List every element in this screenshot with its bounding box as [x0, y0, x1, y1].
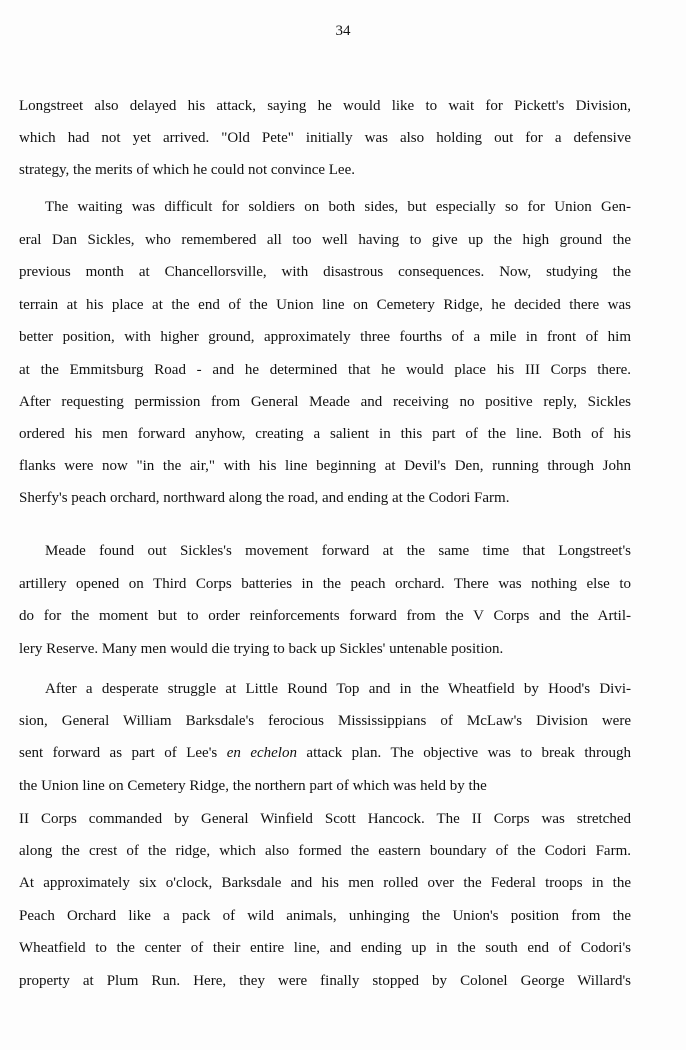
- text-line: sion, General William Barksdale's ferocious Mississippians of McLaw's Division were: [19, 713, 631, 729]
- paragraph-start-line: After a desperate struggle at Little Round Top and in the Wheatfield by Hood's Divi-: [45, 681, 631, 697]
- text-line: flanks were now "in the air," with his line beginning at Devil's Den, running through John: [19, 458, 631, 474]
- italic-phrase: en echelon: [226, 745, 297, 761]
- page-number: 34: [335, 23, 351, 39]
- text-line: eral Dan Sickles, who remembered all too well having to give up the high ground the: [19, 232, 631, 248]
- text-line: better position, with higher ground, approximately three fourths of a mile in front of him: [19, 329, 631, 345]
- paragraph-start-line: Meade found out Sickles's movement forward at the same time that Longstreet's: [45, 543, 631, 559]
- text-line: property at Plum Run. Here, they were finally stopped by Colonel George Willard's: [19, 973, 631, 989]
- text-line: Longstreet also delayed his attack, saying he would like to wait for Pickett's Division,: [19, 98, 631, 114]
- text-line: along the crest of the ridge, which also formed the eastern boundary of the Codori Farm.: [19, 843, 631, 859]
- text-line: II Corps commanded by General Winfield Scott Hancock. The II Corps was stretched: [19, 811, 631, 827]
- paragraph-start-line: The waiting was difficult for soldiers on both sides, but especially so for Union Gen-: [45, 199, 631, 215]
- text-line-with-italic: [19, 743, 631, 763]
- text-line: After requesting permission from General Meade and receiving no positive reply, Sickles: [19, 394, 631, 410]
- text-line: At approximately six o'clock, Barksdale and his men rolled over the Federal troops in the: [19, 875, 631, 891]
- text-line: previous month at Chancellorsville, with disastrous consequences. Now, studying the: [19, 264, 631, 280]
- text-line: strategy, the merits of which he could not convince Lee.: [19, 162, 355, 178]
- text-line: do for the moment but to order reinforcements forward from the V Corps and the Artil-: [19, 608, 631, 624]
- text-line: Peach Orchard like a pack of wild animals, unhinging the Union's position from the: [19, 908, 631, 924]
- text-segment: sent forward as part of Lee's: [19, 745, 227, 761]
- text-line: Wheatfield to the center of their entire line, and ending up in the south end of Codori's: [19, 940, 631, 956]
- text-line: terrain at his place at the end of the Union line on Cemetery Ridge, he decided there was: [19, 297, 631, 313]
- text-line: lery Reserve. Many men would die trying to back up Sickles' untenable position.: [19, 641, 504, 657]
- text-line: Sherfy's peach orchard, northward along the road, and ending at the Codori Farm.: [19, 490, 510, 506]
- text-line: which had not yet arrived. "Old Pete" initially was also holding out for a defensive: [19, 130, 631, 146]
- text-line: the Union line on Cemetery Ridge, the northern part of which was held by the: [19, 778, 487, 794]
- text-line: artillery opened on Third Corps batteries in the peach orchard. There was nothing else to: [19, 576, 631, 592]
- text-segment: attack plan. The objective was to break through: [296, 745, 631, 761]
- text-line: ordered his men forward anyhow, creating a salient in this part of the line. Both of his: [19, 426, 631, 442]
- text-line: at the Emmitsburg Road - and he determined that he would place his III Corps there.: [19, 362, 631, 378]
